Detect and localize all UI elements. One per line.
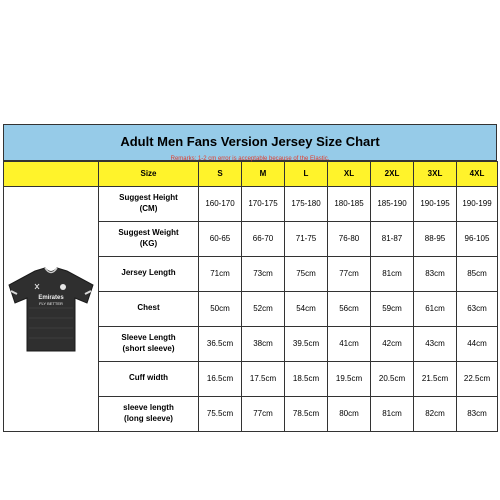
jersey-sponsor-logo: Emirates — [38, 294, 64, 301]
table-cell: 76-80 — [328, 221, 371, 256]
header-size-l: L — [285, 161, 328, 186]
table-cell: 63cm — [457, 291, 498, 326]
table-cell: 52cm — [242, 291, 285, 326]
table-cell: 61cm — [414, 291, 457, 326]
table-cell: 83cm — [414, 256, 457, 291]
table-cell: 81cm — [371, 396, 414, 431]
row-label: Suggest Height (CM) — [99, 186, 199, 221]
table-cell: 77cm — [242, 396, 285, 431]
table-cell: 82cm — [414, 396, 457, 431]
table-cell: 71-75 — [285, 221, 328, 256]
row-label: Jersey Length — [99, 256, 199, 291]
row-label: Suggest Weight (KG) — [99, 221, 199, 256]
table-cell: 73cm — [242, 256, 285, 291]
header-size-2xl: 2XL — [371, 161, 414, 186]
table-cell: 85cm — [457, 256, 498, 291]
table-cell: 18.5cm — [285, 361, 328, 396]
table-cell: 42cm — [371, 326, 414, 361]
table-cell: 75cm — [285, 256, 328, 291]
table-cell: 20.5cm — [371, 361, 414, 396]
header-size-s: S — [199, 161, 242, 186]
table-cell: 185-190 — [371, 186, 414, 221]
jersey-sponsor-sub: FLY BETTER — [39, 300, 63, 306]
chart-title: Adult Men Fans Version Jersey Size Chart — [120, 134, 380, 149]
table-cell: 39.5cm — [285, 326, 328, 361]
table-cell: 60-65 — [199, 221, 242, 256]
jersey-photo — [4, 186, 99, 431]
table-cell: 83cm — [457, 396, 498, 431]
table-cell: 170-175 — [242, 186, 285, 221]
table-cell: 190-199 — [457, 186, 498, 221]
size-header-row — [4, 161, 498, 186]
table-cell: 50cm — [199, 291, 242, 326]
table-row — [4, 186, 498, 221]
table-cell: 180-185 — [328, 186, 371, 221]
table-cell: 17.5cm — [242, 361, 285, 396]
jersey-icon — [5, 263, 97, 355]
table-cell: 78.5cm — [285, 396, 328, 431]
table-cell: 19.5cm — [328, 361, 371, 396]
table-cell: 175-180 — [285, 186, 328, 221]
row-label: Chest — [99, 291, 199, 326]
table-cell: 36.5cm — [199, 326, 242, 361]
table-cell: 81-87 — [371, 221, 414, 256]
table-cell: 22.5cm — [457, 361, 498, 396]
remark-note: Remarks: 1-2 cm error is acceptable because of the Elastic. — [170, 156, 330, 162]
table-cell: 75.5cm — [199, 396, 242, 431]
table-cell: 80cm — [328, 396, 371, 431]
table-cell: 71cm — [199, 256, 242, 291]
table-cell: 44cm — [457, 326, 498, 361]
header-size-3xl: 3XL — [414, 161, 457, 186]
header-size-m: M — [242, 161, 285, 186]
table-cell: 38cm — [242, 326, 285, 361]
table-cell: 160-170 — [199, 186, 242, 221]
table-cell: 88-95 — [414, 221, 457, 256]
table-cell: 54cm — [285, 291, 328, 326]
table-cell: 16.5cm — [199, 361, 242, 396]
table-cell: 190-195 — [414, 186, 457, 221]
header-corner — [4, 161, 99, 186]
table-cell: 56cm — [328, 291, 371, 326]
header-size-label: Size — [99, 161, 199, 186]
table-cell: 43cm — [414, 326, 457, 361]
table-cell: 77cm — [328, 256, 371, 291]
size-chart-table — [3, 124, 498, 432]
table-cell: 66-70 — [242, 221, 285, 256]
table-cell: 21.5cm — [414, 361, 457, 396]
table-cell: 96-105 — [457, 221, 498, 256]
header-size-4xl: 4XL — [457, 161, 498, 186]
row-label: sleeve length (long sleeve) — [99, 396, 199, 431]
table-cell: 81cm — [371, 256, 414, 291]
table-cell: 41cm — [328, 326, 371, 361]
header-size-xl: XL — [328, 161, 371, 186]
row-label: Sleeve Length (short sleeve) — [99, 326, 199, 361]
table-cell: 59cm — [371, 291, 414, 326]
row-label: Cuff width — [99, 361, 199, 396]
